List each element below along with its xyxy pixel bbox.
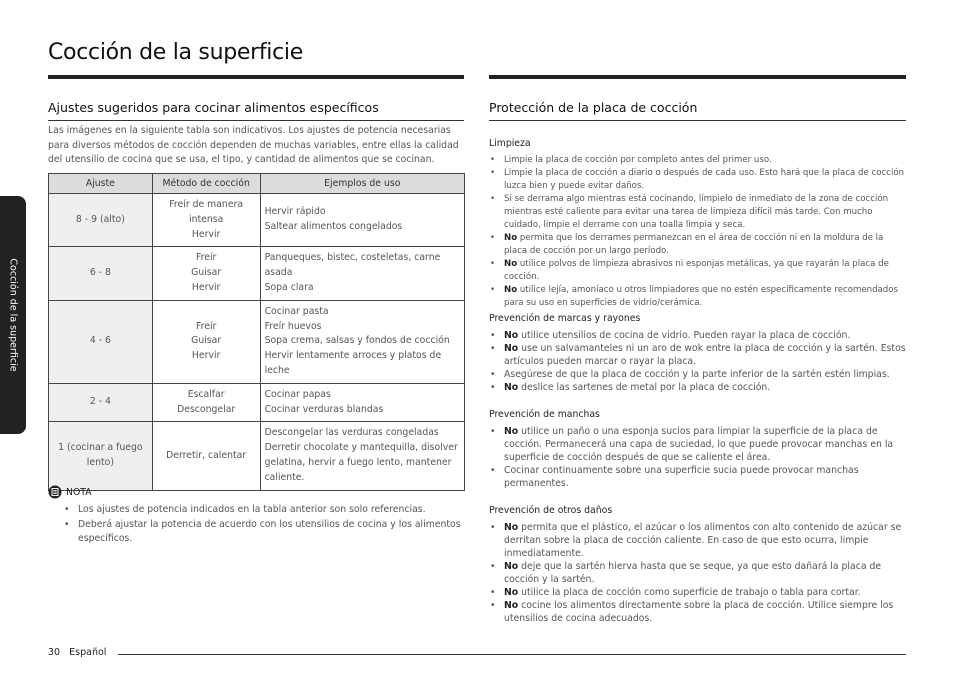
note-header — [48, 485, 92, 499]
column-header-setting: Ajuste — [49, 174, 153, 194]
list-item — [489, 425, 906, 464]
emphasis-lead: No — [504, 259, 518, 269]
example-line: Cocinar pasta — [264, 305, 329, 317]
list-item — [489, 154, 906, 167]
item-text: utilice lejía, amoníaco u otros limpiadores que no estén específicamente recomendados para su uso en superficies de vidrio/cerámica. — [504, 285, 898, 308]
list-item — [489, 586, 906, 599]
example-line: Panqueques, bistec, costeletas, carne asada — [264, 252, 441, 279]
right-heading-rule — [489, 120, 906, 121]
setting-cell: 6 - 8 — [49, 247, 153, 300]
example-line: Saltear alimentos congelados — [264, 221, 403, 233]
section-title-marcas: Prevención de marcas y rayones — [489, 313, 641, 324]
emphasis-lead: No — [504, 285, 518, 295]
item-text: Asegúrese de que la placa de cocción y la parte inferior de la sartén estén limpias. — [504, 369, 890, 380]
side-tab — [0, 196, 26, 434]
emphasis-lead: No — [504, 561, 519, 572]
method-line: Hervir — [191, 281, 221, 293]
footer-rule — [118, 654, 906, 655]
item-text: utilice polvos de limpieza abrasivos ni esponjas metálicas, ya que rayarán la placa de cocción. — [504, 259, 889, 282]
note-list — [63, 503, 463, 547]
example-line: Freír huevos — [264, 320, 322, 332]
page-title: Cocción de la superficie — [48, 40, 303, 65]
list-item — [489, 368, 906, 381]
table-row — [49, 422, 465, 490]
item-text: utilice un paño o una esponja sucios para limpiar la superficie de la placa de cocción. Permanecerá una capa de suciedad, lo que puede provocar manchas en la superficie de cocción después de que se caliente el área. — [504, 426, 894, 463]
method-line: Freír de manera — [169, 199, 244, 210]
settings-table — [48, 173, 465, 491]
item-text: Cocinar continuamente sobre una superficie sucia puede provocar manchas permanentes. — [504, 465, 859, 489]
table-row — [49, 194, 465, 247]
method-line: Freír — [195, 252, 217, 264]
marcas-list — [489, 329, 906, 394]
method-line: Derretir, calentar — [166, 449, 247, 461]
item-text: deje que la sartén hierva hasta que se seque, ya que esto dañará la placa de cocción y la sartén. — [504, 561, 882, 585]
emphasis-lead: No — [504, 426, 519, 437]
method-line: Hervir — [191, 350, 221, 362]
item-text: Limpie la placa de cocción a diario o después de cada uso. Esto hará que la placa de cocción luzca bien y puede evitar daños. — [504, 168, 905, 191]
left-heading-rule — [48, 120, 464, 121]
note-item: • Deberá ajustar la potencia de acuerdo con los utensilios de cocina y los alimentos específicos. — [63, 518, 463, 547]
method-line: Freír — [195, 320, 217, 332]
method-line: Guisar — [191, 335, 222, 347]
table-row — [49, 300, 465, 383]
item-text: Limpie la placa de cocción por completo antes del primer uso. — [504, 155, 772, 165]
examples-cell — [260, 300, 464, 383]
left-section-heading: Ajustes sugeridos para cocinar alimentos específicos — [48, 100, 379, 115]
method-line: Escalfar — [187, 388, 225, 400]
manchas-list — [489, 425, 906, 490]
otros-list — [489, 521, 906, 625]
emphasis-lead: No — [504, 382, 519, 393]
method-line: Guisar — [191, 267, 222, 279]
setting-cell: 8 - 9 (alto) — [49, 194, 153, 247]
examples-cell — [260, 247, 464, 300]
emphasis-lead: No — [504, 233, 518, 243]
example-line: Cocinar verduras blandas — [264, 403, 384, 415]
intro-paragraph: Las imágenes en la siguiente tabla son indicativos. Los ajustes de potencia necesarias para diversos métodos de cocción dependen de muchas variables, entre ellas la calidad del utensilio de cocina que se usa, el tipo, y cantidad de alimentos que se cocinan. — [48, 125, 459, 165]
setting-cell: 1 (cocinar a fuego lento) — [49, 422, 153, 490]
list-item — [489, 560, 906, 586]
limpieza-list — [489, 154, 906, 310]
example-line: Hervir rápido — [264, 206, 326, 218]
right-title-rule — [489, 75, 906, 79]
list-item — [489, 381, 906, 394]
item-text: use un salvamanteles ni un aro de wok entre la placa de cocción y la sartén. Estos artículos pueden marcar o rayar la placa. — [504, 343, 906, 367]
examples-cell — [260, 383, 464, 422]
method-line: intensa — [189, 213, 224, 225]
section-title-otros: Prevención de otros daños — [489, 505, 613, 516]
list-item — [489, 258, 906, 284]
section-title-manchas: Prevención de manchas — [489, 409, 600, 420]
section-title-limpieza: Limpieza — [489, 138, 531, 149]
list-item — [489, 342, 906, 368]
example-line: Cocinar papas — [264, 388, 331, 400]
column-header-examples: Ejemplos de uso — [260, 174, 464, 194]
note-label: NOTA — [66, 486, 92, 498]
note-item: • Los ajustes de potencia indicados en la tabla anterior son solo referencias. — [63, 503, 463, 518]
table-row — [49, 247, 465, 300]
item-text: utilice la placa de cocción como superficie de trabajo o tabla para cortar. — [518, 587, 861, 598]
method-cell — [152, 194, 260, 247]
list-item — [489, 329, 906, 342]
examples-cell — [260, 422, 464, 490]
table-row — [49, 383, 465, 422]
method-line: Hervir — [191, 228, 221, 240]
example-line: Sopa crema, salsas y fondos de cocción — [264, 335, 450, 347]
method-line: Descongelar — [177, 403, 236, 415]
setting-cell: 4 - 6 — [49, 300, 153, 383]
note-icon — [48, 485, 62, 499]
column-header-method: Método de cocción — [152, 174, 260, 194]
method-cell — [152, 300, 260, 383]
item-text: permita que los derrames permanezcan en el área de cocción ni en la moldura de la placa de cocción por un largo período. — [504, 233, 884, 256]
item-text: utilice utensilios de cocina de vidrio. Pueden rayar la placa de cocción. — [518, 330, 851, 341]
examples-cell — [260, 194, 464, 247]
item-text: Si se derrama algo mientras está cocinando, límpielo de inmediato de la zona de cocción mientras esté caliente para evitar una tarea de limpieza difícil más tarde. Con mucho cuidado, limpie el derrame con una toalla limpia y seca. — [504, 194, 889, 230]
table-header-row — [49, 174, 465, 194]
method-cell — [152, 383, 260, 422]
method-cell — [152, 247, 260, 300]
emphasis-lead: No — [504, 600, 519, 611]
right-section-heading: Protección de la placa de cocción — [489, 100, 698, 115]
left-title-rule — [48, 75, 464, 79]
item-text: permita que el plástico, el azúcar o los alimentos con alto contenido de azúcar se derritan sobre la placa de cocción caliente. En caso de que esto ocurra, limpie inmediatamente. — [504, 522, 902, 559]
example-line: Sopa clara — [264, 281, 314, 293]
list-item — [489, 232, 906, 258]
list-item — [489, 464, 906, 490]
setting-cell: 2 - 4 — [49, 383, 153, 422]
list-item — [489, 284, 906, 310]
list-item — [489, 167, 906, 193]
side-tab-label: Cocción de la superficie — [7, 258, 19, 372]
emphasis-lead: No — [504, 330, 519, 341]
item-text: deslice las sartenes de metal por la placa de cocción. — [518, 382, 771, 393]
page-footer: 30 Español — [48, 647, 107, 658]
list-item — [489, 521, 906, 560]
example-line: Descongelar las verduras congeladas — [264, 427, 439, 439]
list-item — [489, 193, 906, 232]
emphasis-lead: No — [504, 587, 519, 598]
example-line: Derretir chocolate y mantequilla, disolver gelatina, hervir a fuego lento, mantener caliente. — [264, 442, 458, 483]
emphasis-lead: No — [504, 522, 519, 533]
item-text: cocine los alimentos directamente sobre la placa de cocción. Utilice siempre los utensilios de cocina adecuados. — [504, 600, 894, 624]
method-cell — [152, 422, 260, 490]
list-item — [489, 599, 906, 625]
example-line: Hervir lentamente arroces y platos de leche — [264, 350, 442, 376]
emphasis-lead: No — [504, 343, 519, 354]
